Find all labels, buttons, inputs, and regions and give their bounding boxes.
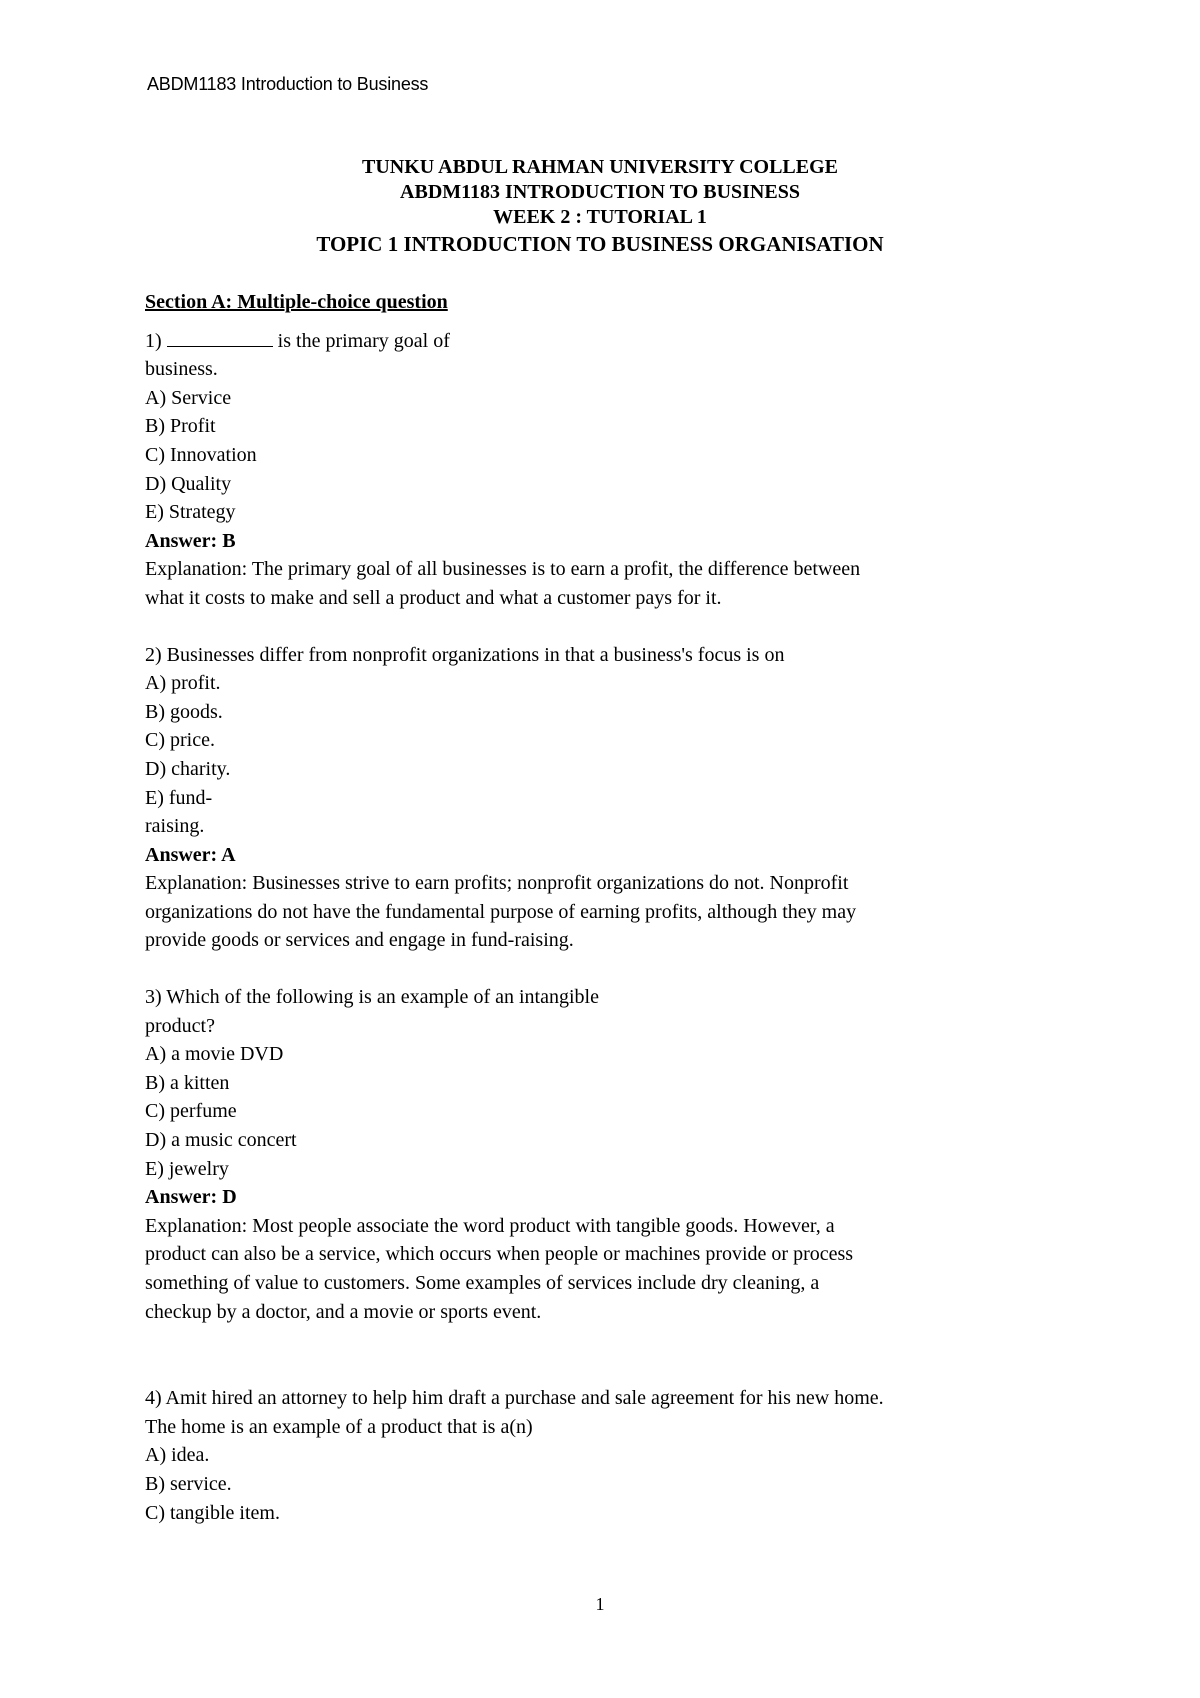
- document-body: [145, 288, 1075, 1555]
- explanation-line: provide goods or services and engage in fund-raising.: [145, 929, 574, 952]
- question-stem: [145, 327, 1075, 356]
- topic-title: TOPIC 1 INTRODUCTION TO BUSINESS ORGANISATION: [316, 232, 884, 256]
- option: A) a movie DVD: [145, 1043, 284, 1066]
- question-stem-continued: product?: [145, 1014, 215, 1037]
- option: E) Strategy: [145, 501, 236, 524]
- option: B) a kitten: [145, 1071, 230, 1094]
- running-header: ABDM1183 Introduction to Business: [147, 74, 429, 94]
- option: D) charity.: [145, 757, 231, 780]
- title-block: [0, 155, 1200, 258]
- section-heading: Section A: Multiple-choice question: [145, 291, 448, 313]
- option: D) a music concert: [145, 1129, 297, 1152]
- explanation-line: checkup by a doctor, and a movie or sports event.: [145, 1300, 542, 1323]
- answer: Answer: A: [145, 843, 236, 866]
- explanation: [145, 1212, 1075, 1326]
- option: C) perfume: [145, 1100, 237, 1123]
- option: A) idea.: [145, 1444, 210, 1467]
- page-number: 1: [595, 1594, 605, 1614]
- option: B) goods.: [145, 700, 223, 723]
- university-name: TUNKU ABDUL RAHMAN UNIVERSITY COLLEGE: [362, 156, 838, 178]
- option: C) Innovation: [145, 443, 257, 466]
- question-stem: 3) Which of the following is an example of an intangible: [145, 986, 599, 1009]
- option: C) tangible item.: [145, 1501, 280, 1524]
- question-1: [145, 327, 1075, 613]
- question-stem-continued: The home is an example of a product that is a(n): [145, 1415, 533, 1438]
- option: E) fund-: [145, 786, 213, 809]
- option: A) Service: [145, 386, 232, 409]
- explanation-line: Explanation: Businesses strive to earn profits; nonprofit organizations do not. Nonprofit: [145, 872, 849, 895]
- course-title: ABDM1183 INTRODUCTION TO BUSINESS: [400, 181, 800, 203]
- fill-in-blank: [167, 327, 273, 347]
- question-stem: 4) Amit hired an attorney to help him draft a purchase and sale agreement for his new home.: [145, 1387, 884, 1410]
- question-number: 1): [145, 329, 162, 352]
- explanation-line: something of value to customers. Some examples of services include dry cleaning, a: [145, 1272, 820, 1294]
- option: D) Quality: [145, 472, 232, 495]
- option-continued: raising.: [145, 815, 205, 838]
- answer: Answer: D: [145, 1186, 237, 1209]
- question-4: [145, 1384, 1075, 1527]
- question-stem-text: is the primary goal of: [272, 329, 450, 352]
- question-3: [145, 983, 1075, 1326]
- week-title: WEEK 2 : TUTORIAL 1: [493, 206, 707, 228]
- option: C) price.: [145, 729, 215, 752]
- question-stem: 2) Businesses differ from nonprofit organizations in that a business's focus is on: [145, 643, 785, 666]
- explanation: [145, 869, 1075, 955]
- question-stem-continued: business.: [145, 358, 218, 381]
- option: A) profit.: [145, 672, 221, 695]
- option: B) Profit: [145, 415, 216, 438]
- answer: Answer: B: [145, 529, 236, 552]
- option: E) jewelry: [145, 1157, 229, 1180]
- question-2: [145, 641, 1075, 956]
- explanation: [145, 555, 1075, 612]
- explanation-line: Explanation: Most people associate the word product with tangible goods. However, a: [145, 1214, 835, 1237]
- explanation-line: Explanation: The primary goal of all businesses is to earn a profit, the difference between: [145, 558, 861, 581]
- explanation-line: organizations do not have the fundamental purpose of earning profits, although they may: [145, 900, 857, 923]
- explanation-line: product can also be a service, which occurs when people or machines provide or process: [145, 1243, 854, 1266]
- option: B) service.: [145, 1472, 232, 1495]
- explanation-line: what it costs to make and sell a product and what a customer pays for it.: [145, 586, 722, 609]
